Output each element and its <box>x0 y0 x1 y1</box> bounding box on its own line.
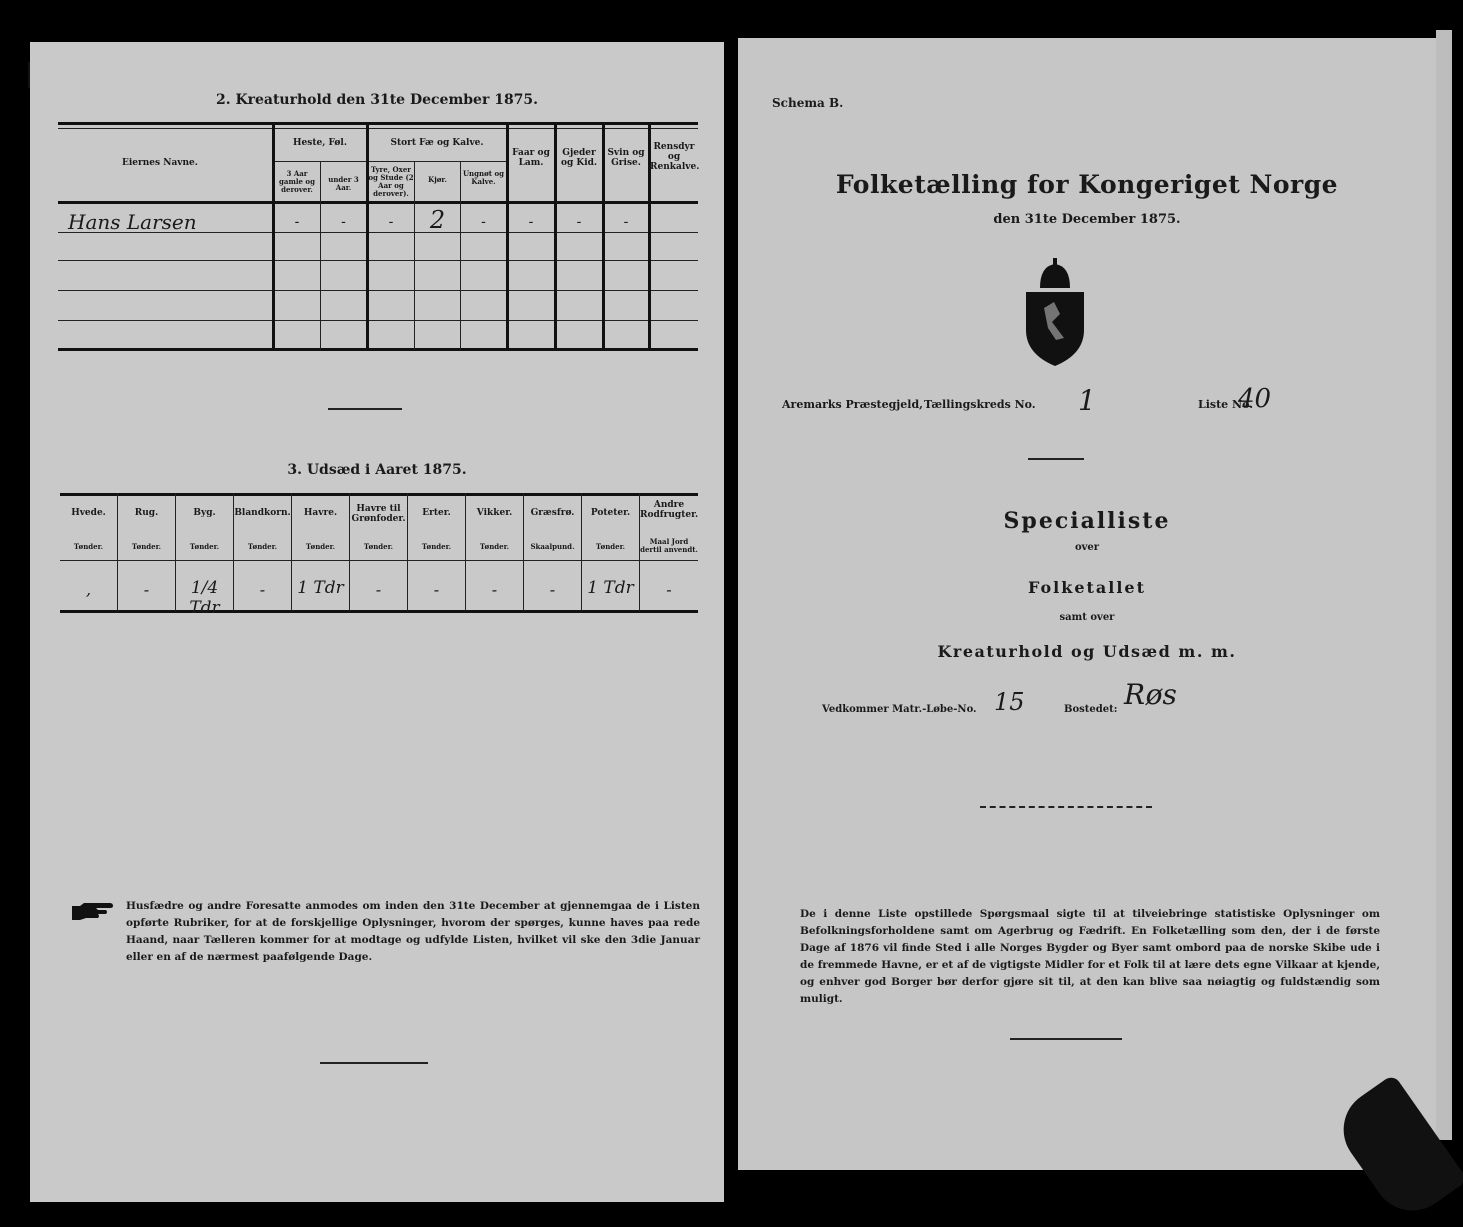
table-rule <box>60 493 698 496</box>
seed-value: 1 Tdr <box>297 578 344 598</box>
rensdyr-header: Rensdyr og Renkalve. <box>650 142 700 172</box>
seed-unit: Tønder. <box>131 542 162 551</box>
seed-header: Græsfrø. <box>530 508 575 518</box>
seed-unit: Tønder. <box>479 542 510 551</box>
seed-unit: Tønder. <box>73 542 104 551</box>
kjor-header: Kjør. <box>428 175 447 184</box>
separator-rule <box>1010 1038 1122 1040</box>
seed-header: Havre. <box>303 508 338 518</box>
stort-fae-header: Stort Fæ og Kalve. <box>390 138 484 148</box>
seed-value: - <box>491 580 498 599</box>
livestock-value: - <box>481 214 486 230</box>
gjeder-header: Gjeder og Kid. <box>560 148 598 168</box>
seed-value: - <box>259 580 266 599</box>
seed-value: 1/4 Tdr <box>189 578 220 618</box>
livestock-value: - <box>388 214 394 230</box>
seed-unit: Tønder. <box>363 542 394 551</box>
seed-header: Byg. <box>193 508 216 518</box>
table-column-rule <box>414 161 415 350</box>
owner-header: Eiernes Navne. <box>122 158 198 168</box>
seed-header: Blandkorn. <box>234 508 291 518</box>
coat-of-arms-icon <box>1020 258 1090 368</box>
district-value: 1 <box>1078 384 1096 417</box>
bosted-value: Røs <box>1124 678 1177 711</box>
matr-value: 15 <box>994 688 1025 716</box>
livestock-value: - <box>294 214 300 230</box>
svin-header: Svin og Grise. <box>607 148 645 168</box>
seed-header: Vikker. <box>476 508 513 518</box>
separator-rule <box>320 1062 428 1064</box>
seed-unit: Tønder. <box>247 542 278 551</box>
specialliste-heading: Specialliste <box>1003 508 1171 534</box>
notice-text: Husfædre og andre Foresatte anmodes om inden den 31te December at gjennemgaa de i Listen opførte Rubriker, for at de forskjellige Oplysninger, hvorom der spørges, kunne haves paa rede Haand, naar Tælleren kommer for at modtage og udfylde Listen, hvilket vil ske den 3die Januar eller en af de nærmest paafølgende Dage. <box>126 900 700 963</box>
livestock-value: - <box>341 214 346 230</box>
livestock-value: - <box>528 214 534 230</box>
matr-label: Vedkommer Matr.-Løbe-No. <box>822 704 977 715</box>
folketallet-heading: Folketallet <box>1028 578 1146 597</box>
table-column-rule <box>366 122 369 350</box>
table-column-rule <box>272 122 275 350</box>
heste-header: Heste, Føl. <box>293 138 347 148</box>
livestock-value: - <box>623 214 629 230</box>
seed-value: , <box>85 580 92 599</box>
kreaturhold-heading: Kreaturhold og Udsæd m. m. <box>937 642 1237 661</box>
heste-under-header: under 3 Aar. <box>328 175 359 192</box>
separator-rule <box>980 806 1152 808</box>
table-rule <box>272 161 506 162</box>
seed-value: - <box>375 580 382 599</box>
title-date: den 31te December 1875. <box>993 212 1181 227</box>
seed-title: 3. Udsæd i Aaret 1875. <box>287 462 467 478</box>
seed-header: Hvede. <box>71 508 106 518</box>
list-label: Liste No. <box>1198 398 1254 411</box>
seed-header: Poteter. <box>590 508 631 518</box>
samt-over-text: samt over <box>1059 612 1115 623</box>
table-column-rule <box>460 161 461 350</box>
schema-label: Schema B. <box>772 96 844 110</box>
table-rule <box>60 610 698 613</box>
info-paragraph: De i denne Liste opstillede Spørgsmaal sigte til at tilveiebringe statistiske Oplysninger om Befolkningsforholdene samt om Agerbrug og Fædrift. En Folketælling som den, der i de første Dage af 1876 vil finde Sted i alle Norges Bygder og Byer samt ombord paa de norske Skibe ude i de fremmede Havne, er et af de vigtigste Midler for et Folk til at lære dets egne Vilkaar at kjende, og enhver god Borger bør derfor gjøre sit til, at den kan blive saa nøiagtig og fuldstændig som muligt. <box>800 908 1380 1005</box>
seed-unit: Tønder. <box>189 542 220 551</box>
main-title: Folketælling for Kongeriget Norge <box>835 170 1339 199</box>
list-value: 40 <box>1238 384 1272 414</box>
right-page <box>738 38 1436 1170</box>
seed-header: Erter. <box>422 508 451 518</box>
separator-rule <box>1028 458 1084 460</box>
livestock-title: 2. Kreaturhold den 31te December 1875. <box>215 92 539 108</box>
ungnot-header: Ungnøt og Kalve. <box>462 169 505 186</box>
seed-unit: Tønder. <box>305 542 336 551</box>
livestock-value: 2 <box>429 206 446 234</box>
seed-unit: Maal Jord dertil anvendt. <box>640 537 698 554</box>
seed-header: Havre til Grønfoder. <box>351 504 406 524</box>
faar-header: Faar og Lam. <box>512 148 550 168</box>
owner-name: Hans Larsen <box>68 210 197 234</box>
seed-header: Andre Rodfrugter. <box>640 500 699 520</box>
livestock-value: - <box>576 214 582 230</box>
seed-value: - <box>143 580 150 599</box>
left-page <box>30 42 724 1202</box>
seed-value: - <box>433 580 440 599</box>
heste-3-aar-header: 3 Aar gamle og derover. <box>279 169 315 194</box>
seed-value: - <box>549 580 556 599</box>
table-rule <box>60 560 698 561</box>
seed-unit: Tønder. <box>595 542 626 551</box>
parish-label: Aremarks Præstegjeld, <box>782 398 923 411</box>
seed-unit: Tønder. <box>421 542 452 551</box>
over-text: over <box>1074 542 1100 553</box>
seed-value: 1 Tdr <box>587 578 634 598</box>
seed-value: - <box>666 580 672 599</box>
seed-unit: Skaalpund. <box>530 542 575 551</box>
tyre-header: Tyre, Oxer og Stude (2 Aar og derover). <box>368 165 414 198</box>
district-label: Tællingskreds No. <box>924 398 1036 411</box>
seed-header: Rug. <box>134 508 159 518</box>
adjacent-page-edge <box>1436 30 1452 1140</box>
bosted-label: Bostedet: <box>1064 704 1118 715</box>
separator-rule <box>328 408 402 410</box>
pointing-hand-icon <box>70 900 114 922</box>
